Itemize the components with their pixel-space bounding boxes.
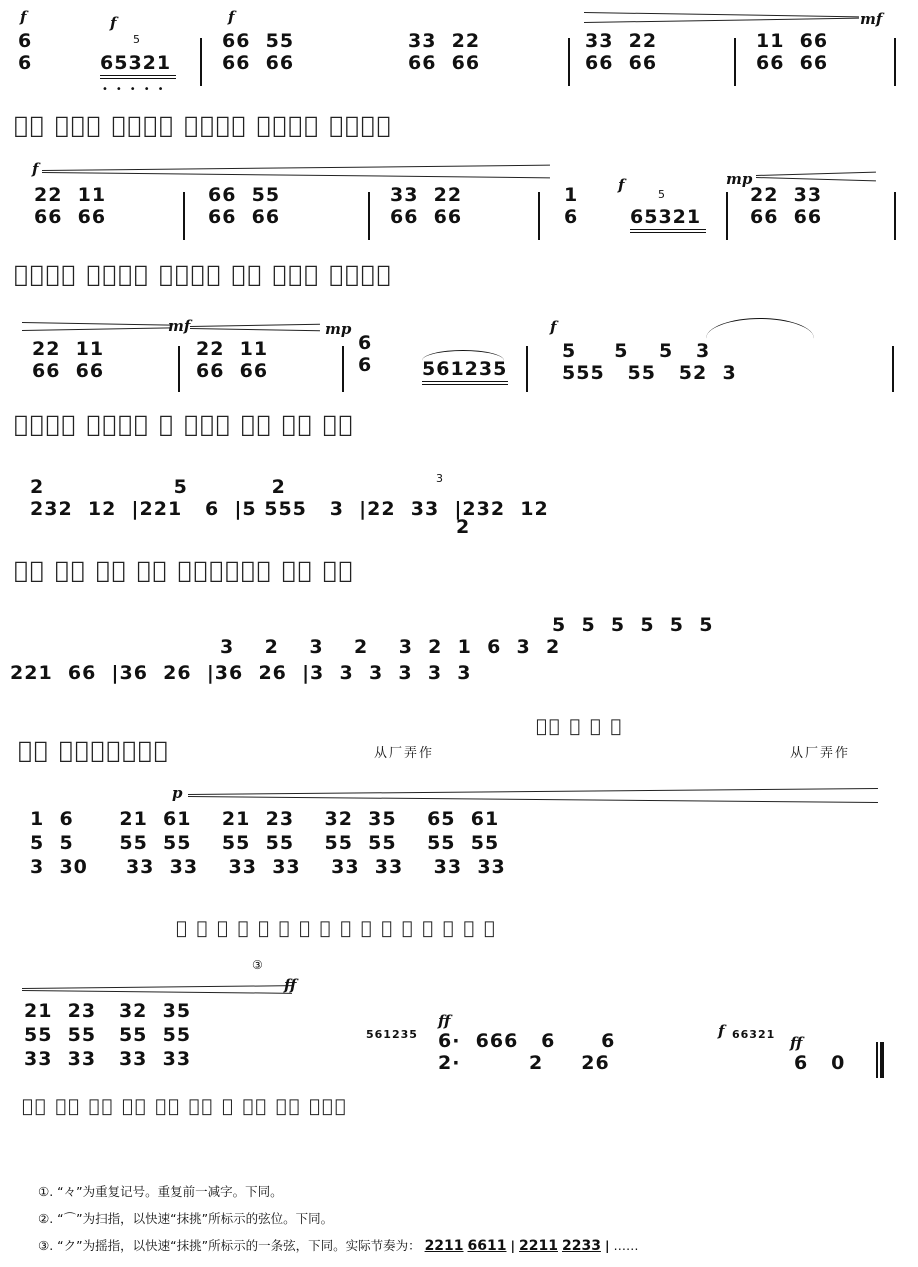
note-row: 33 33 33 33 [24,1048,192,1070]
footnote-text: “々”为重复记号。重复前一减字。下同。 [57,1184,283,1199]
tablature-row: 𫶸𫶹𫶸𫶹 𫶸𫶹𫶸𫶹 𫶸𫶹𫶸𫶹 𫶸𫶹 𫷀工三 𫶸𫶹𫶸𫶹 [14,262,393,288]
note-row: 66 66 [208,206,281,228]
footnote-text: “ク”为摇指，以快速“抹挑”所标示的一条弦，下同。实际节奏为： [57,1238,421,1253]
note-row: 555 55 52 3 [562,362,737,384]
note-row: 5 5 55 55 55 55 55 55 55 55 [30,832,500,854]
dynamic-ff: ff [790,1034,803,1052]
tablature-row: 𫶸𫶹 𫶸𫶹「𫶸𫶹𫶸𫶹 [18,738,170,764]
note-row: 66 66 [408,52,481,74]
note-row: 6 [564,206,579,228]
note-run: 65321 [630,206,702,228]
footnote [38,1209,333,1227]
note-row: 232 12 |221 6 |5 555 3 |22 33 |232 12 [30,498,549,520]
rhythm-group: 2211 [424,1238,464,1254]
footnote-text: “⌒”为扫指，以快速“抹挑”所标示的弦位。下同。 [57,1211,334,1226]
note-run: 66321 [732,1028,776,1041]
rhythm-group: 6611 [467,1238,507,1254]
tuplet-five: 5 [658,188,665,201]
tuplet-five: 5 [133,33,140,46]
dynamic-f: f [110,14,117,32]
note-row: 66 66 [32,360,105,382]
note-row: 6· 666 6 6 [438,1030,616,1052]
note-row: 3 2 3 2 3 2 1 6 3 2 [220,636,561,658]
footnote-mark: ①. [38,1184,54,1199]
note-row: 22 11 [32,338,105,360]
footnote [38,1182,283,1200]
note-row: 22 33 [750,184,823,206]
footnote: ③. “ク”为摇指，以快速“抹挑”所标示的一条弦，下同。实际节奏为： 2211 6611 | 2211 2233 | …… [38,1238,639,1254]
tablature-row: 𫶸𫶹𫶸𫶹 𫶸𫶹𫶸𫶹 𫶸 𫷀工六 𫶸𫶹 𫶸𫶹 𫶸𫶹 [14,412,355,438]
dynamic-f: f [718,1022,725,1040]
note-run: 561235 [422,358,508,380]
note-row: 66 66 [196,360,269,382]
dynamic-f: f [550,318,557,336]
note-row: 6 [358,354,373,376]
rhythm-group: 2233 [561,1238,601,1254]
note-row: 2· 2 26 [438,1052,610,1074]
tablature-row: 𫶸𫶹 𫷀工三 𫶸𫶹𫶸𫶹 𫶸𫶹𫶸𫶹 𫶸𫶹𫶸𫶹 𫶸𫶹𫶸𫶹 [14,113,393,139]
note-row: 5 5 5 3 [562,340,711,362]
note-row: 66 66 [34,206,107,228]
dynamic-mf: mf [168,317,191,335]
dynamic-ff: ff [284,976,297,994]
note-run: 65321 [100,52,172,74]
note-column: 6 [18,52,33,74]
note-row: 3 30 33 33 33 33 33 33 33 33 [30,856,506,878]
note-row: 33 22 [585,30,658,52]
tablature-row: 𫶸𫶹 𫶸𫶹 𫶸𫶹 𫶸𫶹 𫶸𫶹𫶸𫶹𫶸𫶹 𫶸𫶹 𫶸𫶹 [14,558,355,584]
dynamic-f: f [618,176,625,194]
dynamic-f: f [32,160,39,178]
note-row: 33 22 [390,184,463,206]
note-row: 2 5 2 [30,476,286,498]
instruction-note: 从厂弄作 [790,746,851,761]
ellipsis: …… [613,1238,639,1253]
note-column: 6 [18,30,33,52]
note-row: 66 66 [222,52,295,74]
note-run: 561235 [366,1028,418,1041]
note-row: 1 6 21 61 21 23 32 35 65 61 [30,808,500,830]
rhythm-group: 2211 [519,1238,558,1254]
dynamic-mf: mf [860,10,883,28]
note-row: 66 66 [750,206,823,228]
dynamic-ff: ff [438,1012,451,1030]
tablature-row: 𫶸𫶹 𫶸𫶹 𫶸𫶹 𫶸𫶹 𫶸𫶹 𫶸𫶹 𫶸 𫶸𫶹 𫶸𫶹 𫷀工二 [22,1096,348,1117]
note-row: 6 [358,332,373,354]
dynamic-f: f [228,8,235,26]
note-row: 55 55 55 55 [24,1024,192,1046]
dynamic-mp: mp [325,320,352,338]
note-row: 22 11 [34,184,107,206]
tablature-row: 「𫶸 𫶹 𫶸 𫶹 [536,716,624,737]
note-row: 21 23 32 35 [24,1000,192,1022]
note-row: 66 55 [208,184,281,206]
note-row: 66 66 [756,52,829,74]
note-row: 5 5 5 5 5 5 [552,614,714,636]
dynamic-f: f [20,8,27,26]
note-row: 2 [456,516,471,538]
note-row: 221 66 |36 26 |36 26 |3 3 3 3 3 3 [10,662,472,684]
footnote-mark: ③. [38,1238,54,1253]
note-row: 11 66 [756,30,829,52]
footnote-mark: ②. [38,1211,54,1226]
note-row: 66 66 [585,52,658,74]
dynamic-mp: mp [726,170,753,188]
note-row: 6 0 [794,1052,846,1074]
instruction-note: 从厂弄作 [374,746,435,761]
note-row: 22 11 [196,338,269,360]
tablature-row: 𫶸 𫶹 𫶸 𫶹 𫶸 𫶹 𫶸 𫶹 𫶸 𫶹 𫶸 𫶹 𫶸 𫶹 𫶸 𫶹 [176,918,497,939]
dynamic-p: p [172,784,183,802]
note-row: 66 55 [222,30,295,52]
tuplet-three: 3 [436,472,443,485]
note-row: 33 22 [408,30,481,52]
circled-marker: ③ [252,958,263,972]
note-row: 66 66 [390,206,463,228]
note-row: 1 [564,184,579,206]
